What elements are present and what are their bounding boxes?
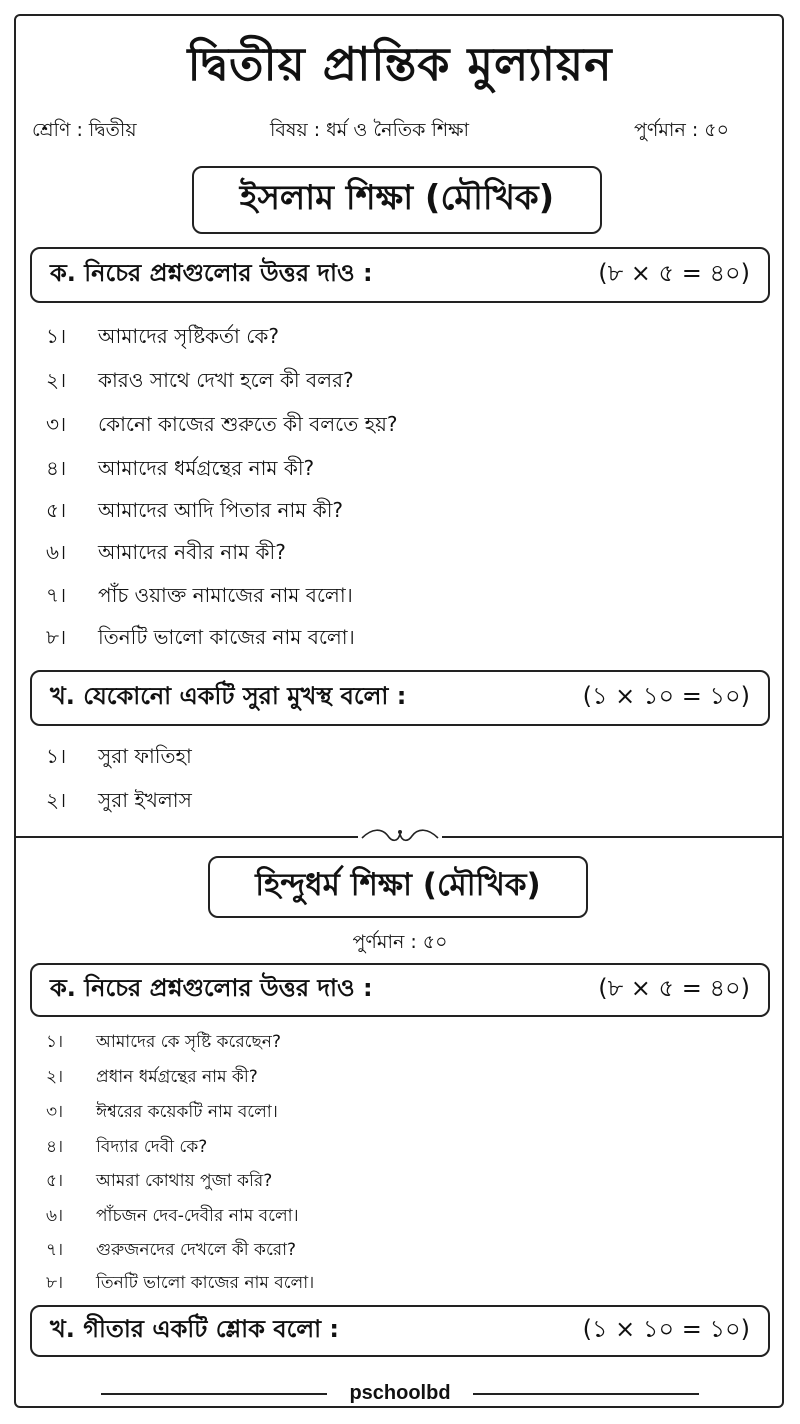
islam-section-b-header	[30, 670, 770, 726]
hindu-heading: হিন্দুধর্ম শিক্ষা (মৌখিক)	[208, 856, 588, 918]
exam-title: দ্বিতীয় প্রান্তিক মুল্যায়ন	[187, 37, 613, 91]
subject-label: বিষয় : ধর্ম ও নৈতিক শিক্ষা	[270, 119, 470, 141]
footer-line-right	[473, 1393, 699, 1395]
list-item: ১। আমাদের কে সৃষ্টি করেছেন?	[46, 1032, 281, 1052]
list-item: ৮। তিনটি ভালো কাজের নাম বলো।	[46, 625, 355, 649]
footer-brand: pschoolbd	[349, 1382, 451, 1404]
list-item: ৬। পাঁচজন দেব-দেবীর নাম বলো।	[46, 1206, 299, 1226]
hindu-section-a-header	[30, 963, 770, 1017]
footer	[0, 1382, 800, 1405]
hindu-section-a-label: ক. নিচের প্রশ্নগুলোর উত্তর দাও :	[50, 974, 373, 1002]
list-item: ২। কারও সাথে দেখা হলে কী বলর?	[46, 368, 354, 392]
list-item: ৫। আমরা কোথায় পুজা করি?	[46, 1171, 273, 1191]
islam-section-a-marks: (৮ × ৫ = ৪০)	[598, 259, 750, 287]
list-item: ৭। পাঁচ ওয়াক্ত নামাজের নাম বলো।	[46, 583, 353, 607]
list-item: ৬। আমাদের নবীর নাম কী?	[46, 540, 286, 564]
islam-section-a-label: ক. নিচের প্রশ্নগুলোর উত্তর দাও :	[50, 259, 373, 287]
list-item: ৫। আমাদের আদি পিতার নাম কী?	[46, 498, 344, 522]
hindu-section-b-header	[30, 1305, 770, 1357]
list-item: ৪। আমাদের ধর্মগ্রন্থের নাম কী?	[46, 456, 315, 480]
hindu-section-b-marks: (১ × ১০ = ১০)	[582, 1315, 750, 1343]
list-item: ১। আমাদের সৃষ্টিকর্তা কে?	[46, 324, 279, 348]
hindu-full-marks: পুর্ণমান : ৫০	[352, 931, 448, 953]
footer-line-left	[101, 1393, 327, 1395]
full-marks-label: পুর্ণমান : ৫০	[634, 119, 729, 141]
islam-section-b-label: খ. যেকোনো একটি সুরা মুখস্থ বলো :	[50, 682, 407, 710]
islam-heading: ইসলাম শিক্ষা (মৌখিক)	[192, 166, 602, 234]
islam-section-a-header	[30, 247, 770, 303]
list-item: ৪। বিদ্যার দেবী কে?	[46, 1137, 208, 1157]
list-item: ৭। গুরুজনদের দেখলে কী করো?	[46, 1240, 297, 1260]
hindu-section-a-marks: (৮ × ৫ = ৪০)	[598, 974, 750, 1002]
list-item: ৩। কোনো কাজের শুরুতে কী বলতে হয়?	[46, 412, 398, 436]
list-item: ২। প্রধান ধর্মগ্রন্থের নাম কী?	[46, 1067, 258, 1087]
class-label: শ্রেণি : দ্বিতীয়	[32, 119, 137, 141]
hindu-section-b-label: খ. গীতার একটি শ্লোক বলো :	[50, 1315, 340, 1343]
list-item: ৩। ঈশ্বরের কয়েকটি নাম বলো।	[46, 1102, 278, 1122]
list-item: ৮। তিনটি ভালো কাজের নাম বলো।	[46, 1273, 315, 1293]
list-item: ২। সুরা ইখলাস	[46, 788, 192, 812]
ornament-icon	[358, 826, 442, 846]
islam-section-b-marks: (১ × ১০ = ১০)	[582, 682, 750, 710]
list-item: ১। সুরা ফাতিহা	[46, 744, 192, 768]
